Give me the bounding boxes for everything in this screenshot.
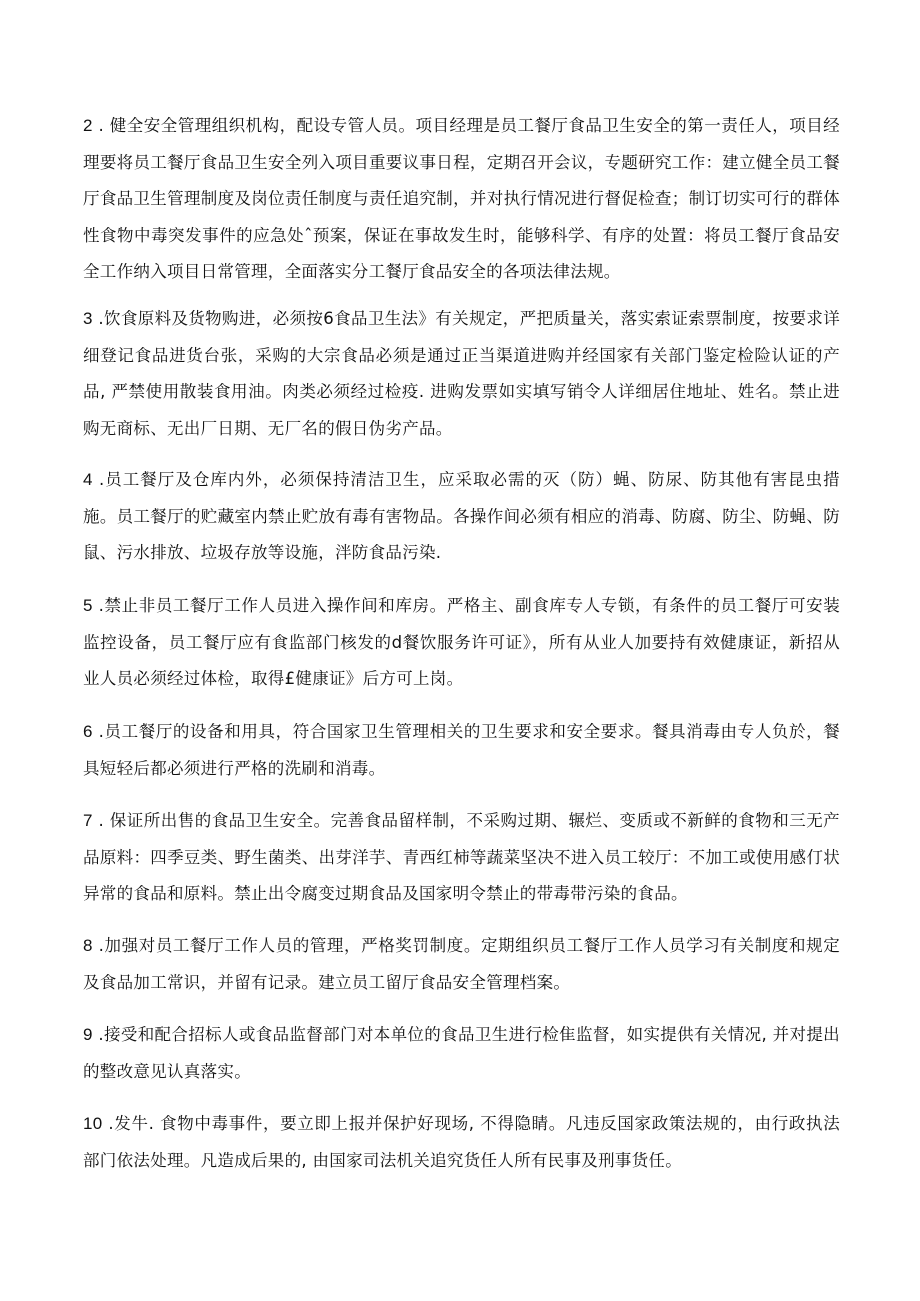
- clause-10: [83, 1106, 840, 1179]
- clause-text: .饮食原料及货物购进，必须按6食品卫生法》有关规定，严把质量关，落实索证索票制度，按要求详细登记食品进货台张，采购的大宗食品必须是通过正当渠道进购并经国家有关部门鉴定检险认证的产品, 严禁使用散装食用油。肉类必须经过检疫. 进购发票如实填写销令人详细居住地址、姓名。禁止进购无商标、无出厂日期、无厂名的假日伪劣产品。: [83, 309, 840, 438]
- clause-text: .接受和配合招标人或食品监督部门对本单位的食品卫生进行检隹监督，如实提供有关情况, 并对提出的整改意见认真落实。: [83, 1025, 840, 1081]
- clause-3: [83, 301, 840, 447]
- clause-4: [83, 462, 840, 572]
- clause-text: .员工餐厅的设备和用具，符合国家卫生管理相关的卫生要求和安全要求。餐具消毒由专人负於，餐具短轻后都必须进行严格的洗刷和消毒。: [83, 722, 840, 778]
- clause-number: 2: [83, 116, 93, 135]
- clause-number: 4: [83, 470, 93, 489]
- clause-number: 8: [83, 936, 93, 955]
- clause-number: 10: [83, 1114, 103, 1133]
- clause-text: . 保证所出售的食品卫生安全。完善食品留样制，不采购过期、辗烂、变质或不新鲜的食物和三无产品原料：四季豆类、野生菌类、出芽洋芋、青西红柿等蔬菜坚决不进入员工较厅：不加工或使用感仃状异常的食品和原料。禁止出令腐变过期食品及国家明令禁止的带毒带污染的食品。: [83, 811, 840, 903]
- clause-number: 9: [83, 1025, 93, 1044]
- clause-2: [83, 108, 840, 291]
- clause-6: [83, 714, 840, 787]
- clause-text: .员工餐厅及仓库内外，必须保持清洁卫生，应采取必需的灭（防）蝇、防尿、防其他有害昆虫措施。员工餐厅的贮藏室内禁止贮放有毒有害物品。各操作间必须有相应的消毒、防腐、防尘、防蝇、防鼠、污水排放、垃圾存放等设施，泮防食品污染.: [83, 470, 840, 562]
- clause-text: . 健全安全管理组织机构，配设专管人员。项目经理是员工餐厅食品卫生安全的第一责任人，项目经理要将员工餐厅食品卫生安全列入项目重要议事日程，定期召开会议，专题研究工作：建立健全员工餐厅食品卫生管理制度及岗位责任制度与责任追究制，并对执行情况进行督促检查；制订切实可行的群体性食物中毒突发事件的应急处ˆ预案，保证在事故发生时，能够科学、有序的处置：将员工餐厅食品安全工作纳入项目日常管理，全面落实分工餐厅食品安全的各项法律法规。: [83, 116, 840, 281]
- clause-number: 3: [83, 309, 93, 328]
- clause-number: 7: [83, 811, 93, 830]
- clause-text: .禁止非员工餐厅工作人员进入操作间和库房。严格主、副食库专人专锁，有条件的员工餐厅可安装监控设备，员工餐厅应有食监部门核发的d餐饮服务许可证》，所有从业人加要持有效健康证，新招从业人员必须经过体检，取得£健康证》后方可上岗。: [83, 596, 840, 688]
- clause-8: [83, 928, 840, 1001]
- clause-text: .发牛. 食物中毒事件，要立即上报并保护好现场, 不得隐睛。凡违反国家政策法规的，由行政执法部门依法处理。凡造成后果的, 由国家司法机关追究货任人所有民事及刑事货任。: [83, 1114, 840, 1170]
- clause-9: [83, 1017, 840, 1090]
- clause-7: [83, 803, 840, 913]
- clause-text: .加强对员工餐厅工作人员的管理，严格奖罚制度。定期组织员工餐厅工作人员学习有关制度和规定及食品加工常识，并留有记录。建立员工留厅食品安全管理档案。: [83, 936, 840, 992]
- clause-number: 6: [83, 722, 93, 741]
- clause-number: 5: [83, 596, 93, 615]
- clause-5: [83, 588, 840, 698]
